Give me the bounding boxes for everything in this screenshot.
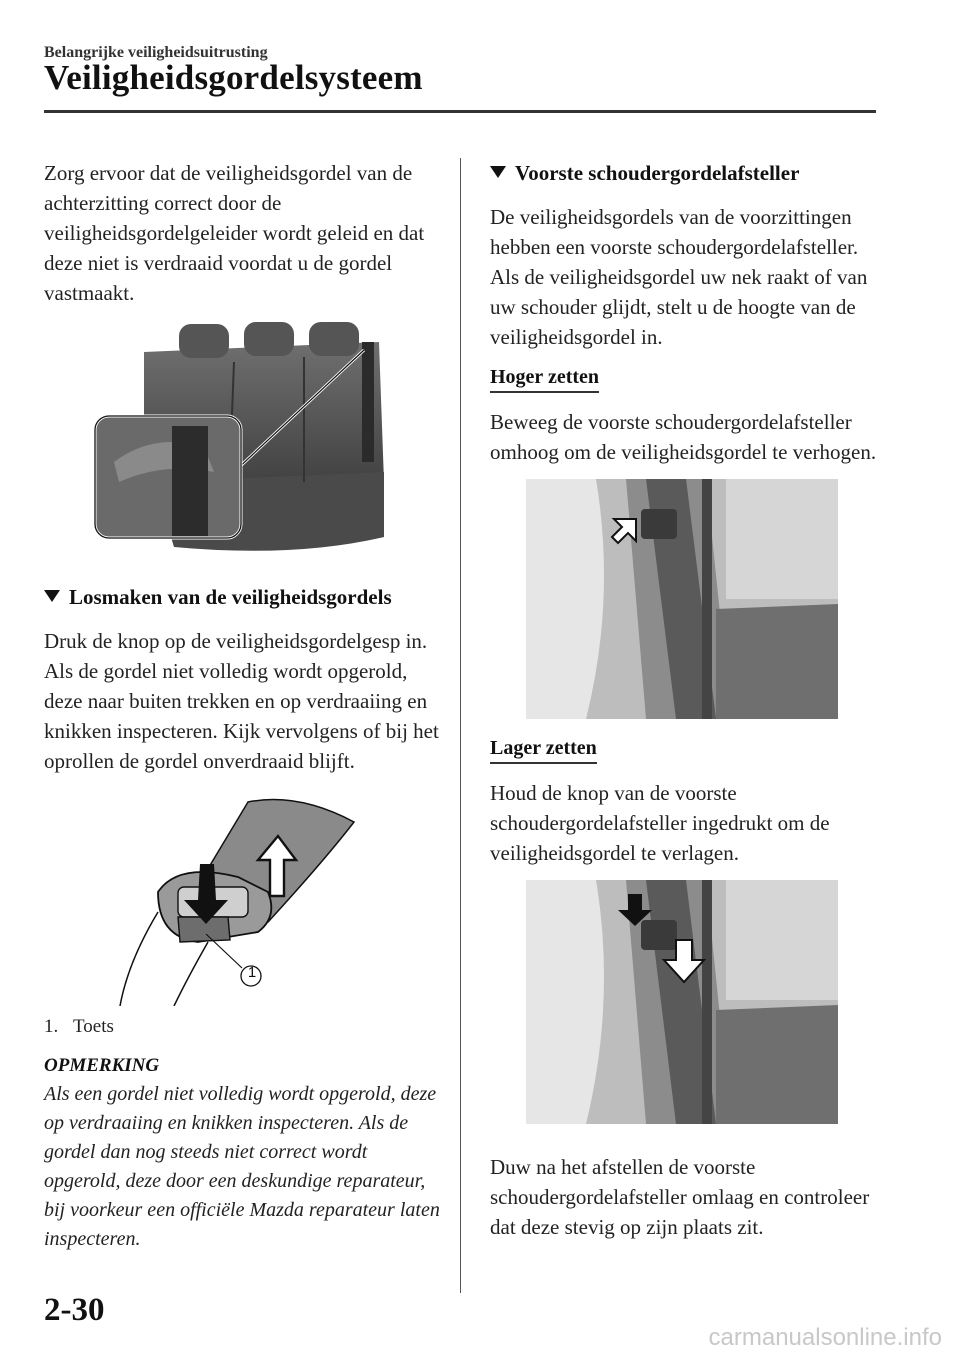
triangle-bullet-icon: [44, 590, 60, 602]
adjuster-heading: Voorste schoudergordelafsteller: [490, 158, 886, 188]
page-number: 2-30: [44, 1292, 105, 1328]
rear-seat-figure: [94, 322, 440, 558]
page-title: Veiligheidsgordelsysteem: [44, 58, 423, 97]
release-paragraph: Druk de knop op de veiligheidsgordelgesp in. Als de gordel niet volledig wordt opgerold, deze naar buiten trekken en op verdraaiing en knikken inspecteren. Kijk vervolgens of bij het oprollen de gordel onverdraaid blijft.: [44, 629, 439, 773]
raise-figure: [526, 479, 886, 719]
lower-paragraph: Houd de knop van de voorste schoudergordelafsteller ingedrukt om de veiligheidsgordel te verlagen.: [490, 781, 830, 865]
title-rule: [44, 110, 876, 113]
column-divider: [460, 158, 461, 1293]
triangle-bullet-icon: [490, 166, 506, 178]
note-text: Als een gordel niet volledig wordt opgerold, deze op verdraaiing en knikken inspecteren. Als de gordel dan nog steeds niet correct wordt opgerold, deze door een deskundige reparateur, bij voorkeur een officiële Mazda reparateur laten inspecteren.: [44, 1083, 440, 1250]
lower-figure: [526, 880, 886, 1124]
raise-heading: Hoger zetten: [490, 366, 599, 393]
legend-text: Toets: [73, 1016, 114, 1037]
raise-heading-wrap: [490, 366, 886, 393]
release-heading: Losmaken van de veiligheidsgordels: [44, 582, 440, 612]
lower-heading: Lager zetten: [490, 737, 597, 764]
adjuster-paragraph: De veiligheidsgordels van de voorzittingen hebben een voorste schoudergordelafsteller. Als de veiligheidsgordel uw nek raakt of van uw schouder glijdt, stelt u de hoogte van de veiligheidsgordel in.: [490, 205, 868, 349]
intro-paragraph: Zorg ervoor dat de veiligheidsgordel van de achterzitting correct door de veiligheidsgordelgeleider wordt geleid en dat deze niet is verdraaid voordat u de gordel vastmaakt.: [44, 161, 425, 305]
legend-number: 1.: [44, 1016, 59, 1037]
watermark: carmanualsonline.info: [708, 1324, 942, 1351]
final-paragraph: Duw na het afstellen de voorste schoudergordelafsteller omlaag en controleer dat deze stevig op zijn plaats zit.: [490, 1155, 870, 1239]
section-label: Belangrijke veiligheidsuitrusting: [44, 44, 268, 61]
right-column: [490, 158, 886, 1242]
note-heading: OPMERKING: [44, 1055, 160, 1076]
buckle-figure: [118, 792, 440, 1006]
callout-number: 1: [247, 964, 257, 981]
legend: [44, 1016, 440, 1038]
raise-paragraph: Beweeg de voorste schoudergordelafsteller omhoog om de veiligheidsgordel te verhogen.: [490, 410, 877, 464]
left-column: [44, 158, 440, 1254]
lower-heading-wrap: [490, 737, 886, 764]
